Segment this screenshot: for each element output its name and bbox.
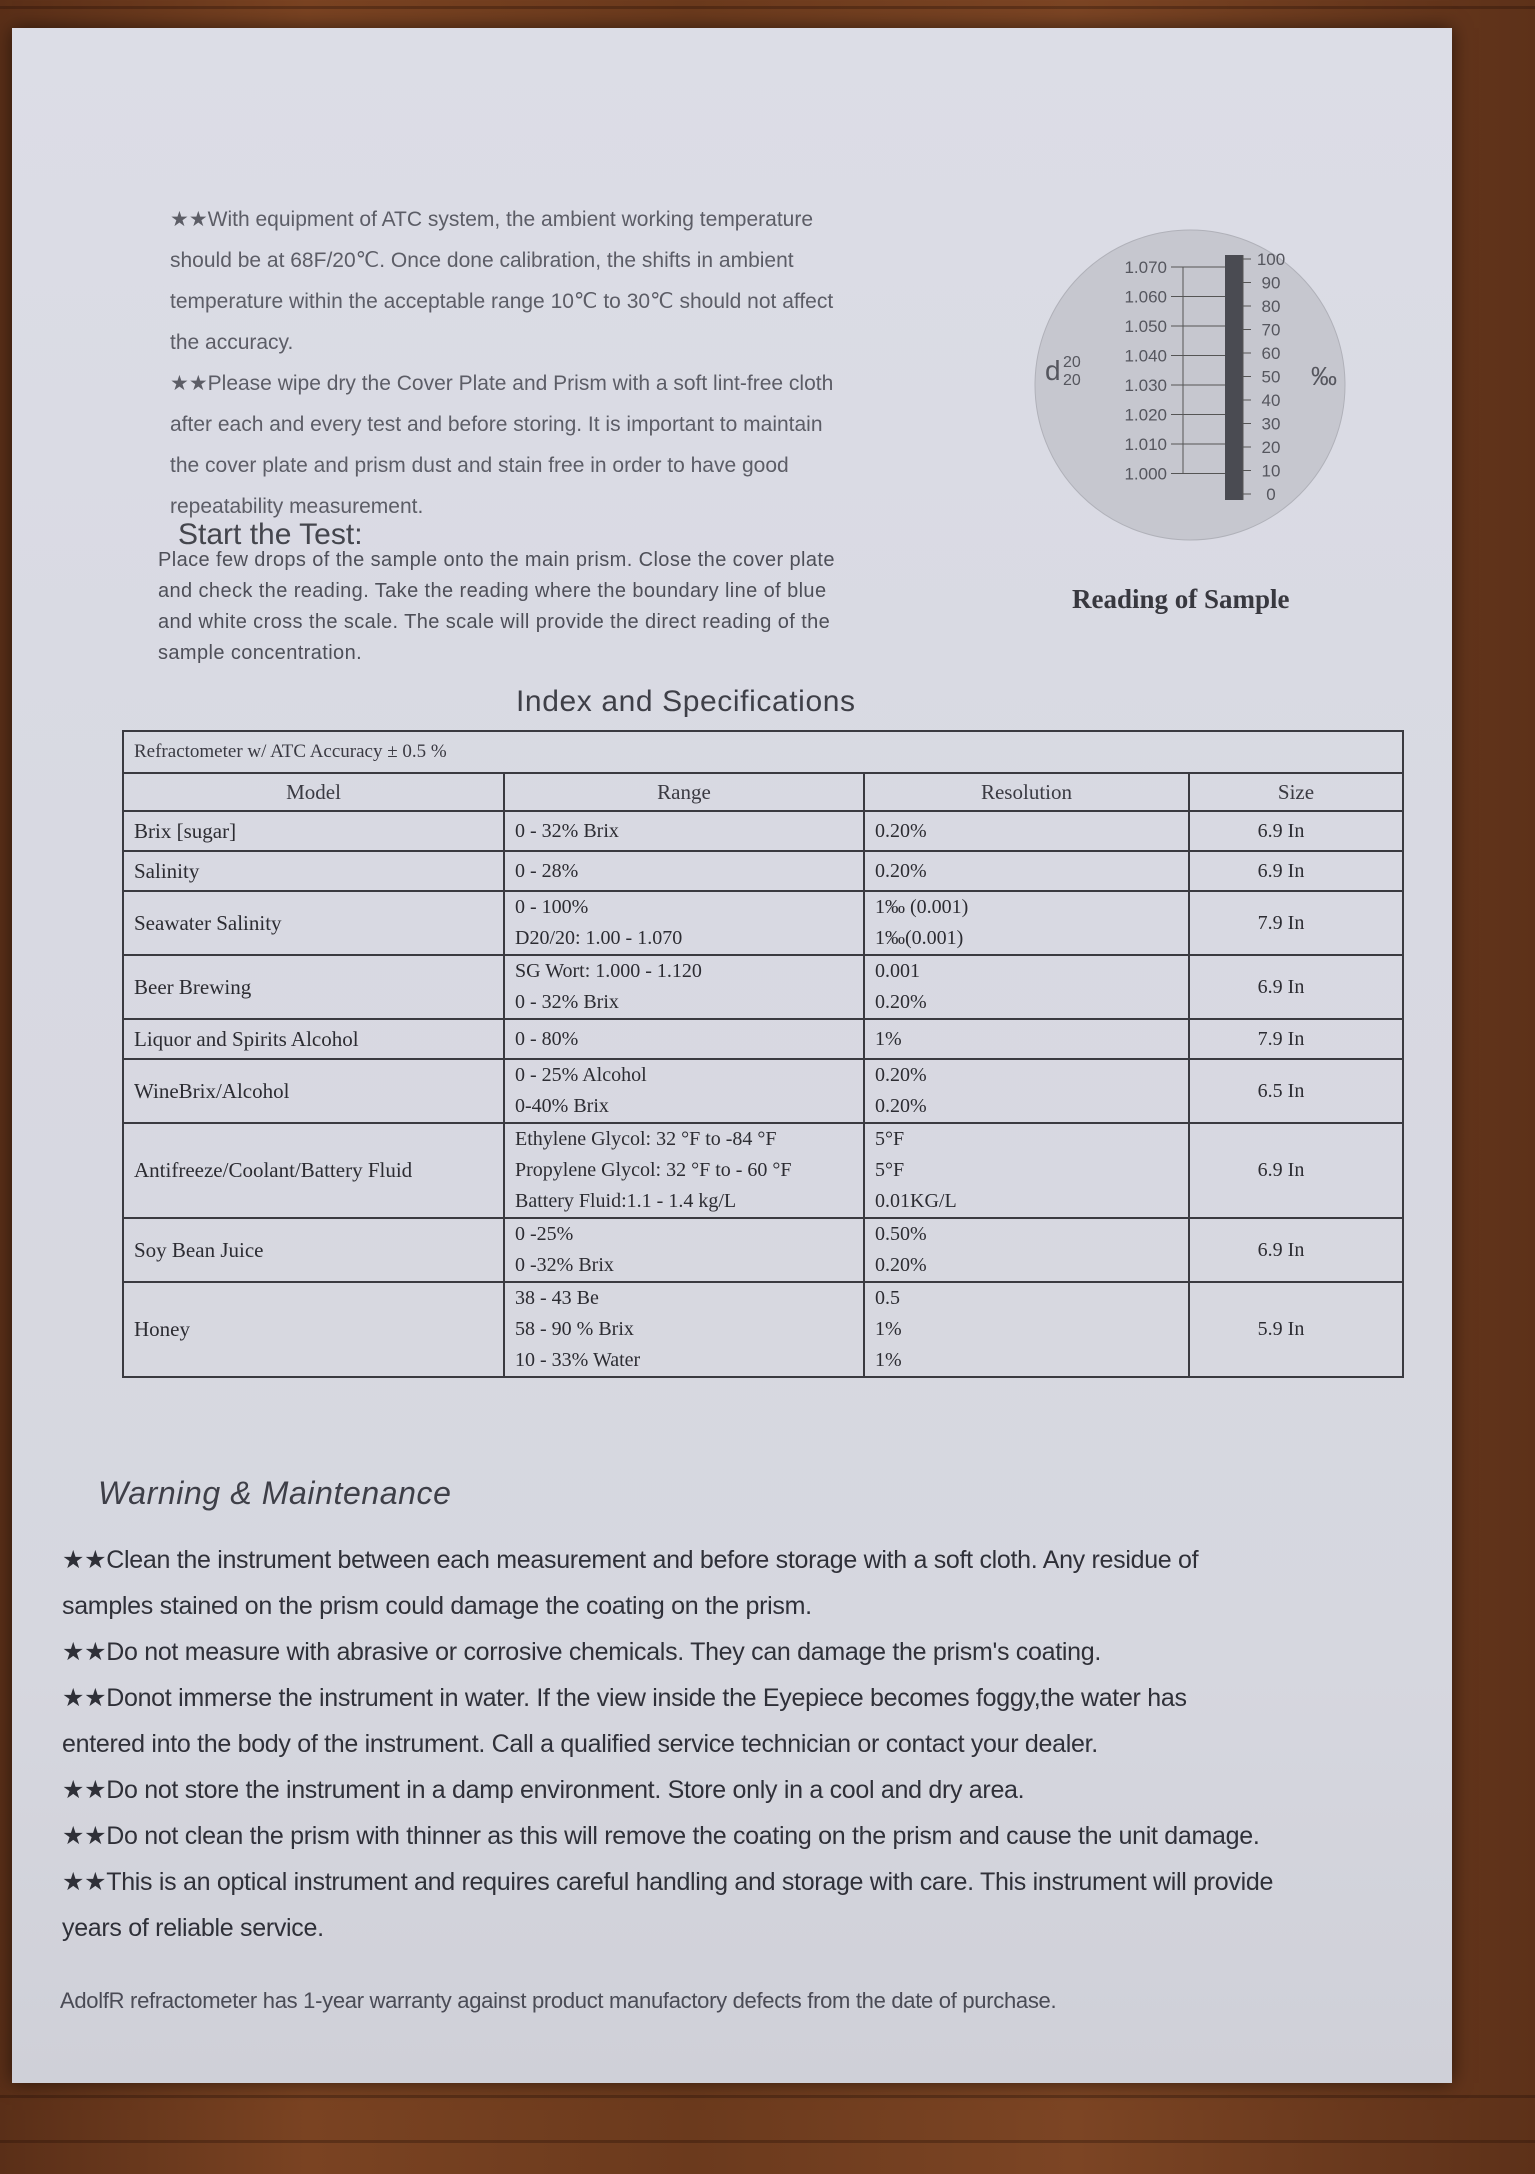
scale-label-left: 1.020 <box>1124 405 1167 425</box>
size-cell: 6.5 In <box>1189 1059 1403 1123</box>
range-value: 0 -32% Brix <box>515 1254 614 1276</box>
scale-label-right: 80 <box>1261 297 1281 316</box>
warning-line: ★★Do not clean the prism with thinner as this will remove the coating on the prism and cause the unit damage. <box>62 1822 1260 1850</box>
permille-unit: ‰ <box>1311 361 1337 391</box>
resolution-value: 1% <box>875 1318 902 1340</box>
size-cell: 6.9 In <box>1189 851 1403 891</box>
range-cell <box>504 1059 864 1123</box>
range-cell <box>504 851 864 891</box>
spec-caption: Refractometer w/ ATC Accuracy ± 0.5 % <box>123 731 1403 773</box>
resolution-value: 0.20% <box>875 1064 927 1086</box>
spec-row <box>123 811 1403 851</box>
scale-label-left: 1.040 <box>1124 346 1167 366</box>
intro-line: the accuracy. <box>170 331 294 354</box>
start-test-heading: Start the Test: <box>178 518 363 551</box>
start-test-body <box>158 545 1028 669</box>
spec-header-row <box>123 773 1403 811</box>
model-cell: Brix [sugar] <box>123 811 504 851</box>
resolution-value: 0.5 <box>875 1287 900 1309</box>
scale-label-right: 40 <box>1261 391 1281 410</box>
intro-line: should be at 68F/20℃. Once done calibration, the shifts in ambient <box>170 249 794 272</box>
scale-label-left: 1.060 <box>1124 287 1167 307</box>
col-header-model: Model <box>123 773 504 811</box>
range-cell <box>504 811 864 851</box>
scale-label-left: 1.010 <box>1124 435 1167 454</box>
resolution-value: 0.20% <box>875 1254 927 1276</box>
range-cell <box>504 955 864 1019</box>
size-cell: 6.9 In <box>1189 811 1403 851</box>
spec-table <box>122 730 1404 1378</box>
resolution-value: 0.50% <box>875 1223 927 1245</box>
resolution-cell <box>864 955 1189 1019</box>
warning-line: ★★Do not store the instrument in a damp environment. Store only in a cool and dry area. <box>62 1776 1025 1804</box>
start-line: and check the reading. Take the reading where the boundary line of blue <box>158 580 827 602</box>
reading-caption: Reading of Sample <box>1072 584 1290 614</box>
range-value: 0 -25% <box>515 1223 574 1245</box>
intro-line: after each and every test and before storing. It is important to maintain <box>170 413 823 436</box>
intro-line: temperature within the acceptable range 10℃ to 30℃ should not affect <box>170 290 834 313</box>
range-value: SG Wort: 1.000 - 1.120 <box>515 960 702 982</box>
size-cell: 6.9 In <box>1189 1218 1403 1282</box>
scale-label-left: 1.070 <box>1124 258 1167 277</box>
range-value: 0 - 28% <box>515 859 579 882</box>
resolution-value: 0.01KG/L <box>875 1190 957 1212</box>
col-header-resolution: Resolution <box>864 773 1189 811</box>
col-header-range: Range <box>504 773 864 811</box>
size-cell: 7.9 In <box>1189 891 1403 955</box>
resolution-cell <box>864 1019 1189 1059</box>
intro-line: ★★Please wipe dry the Cover Plate and Prism with a soft lint-free cloth <box>170 372 834 395</box>
reading-scale <box>1025 225 1355 545</box>
scale-label-left: 1.000 <box>1124 464 1167 484</box>
start-line: Place few drops of the sample onto the main prism. Close the cover plate <box>158 549 835 571</box>
spec-row <box>123 1019 1403 1059</box>
scale-label-right: 0 <box>1266 485 1276 504</box>
resolution-cell <box>864 1059 1189 1123</box>
intro-line: the cover plate and prism dust and stain free in order to have good <box>170 454 789 477</box>
range-cell <box>504 891 864 955</box>
scale-bar <box>1225 255 1243 500</box>
model-cell: Beer Brewing <box>123 955 504 1019</box>
range-value: Battery Fluid:1.1 - 1.4 kg/L <box>515 1190 737 1212</box>
range-cell <box>504 1123 864 1218</box>
size-cell: 5.9 In <box>1189 1282 1403 1377</box>
spec-caption-row <box>123 731 1403 773</box>
range-cell <box>504 1218 864 1282</box>
resolution-cell <box>864 1123 1189 1218</box>
model-cell: Salinity <box>123 851 504 891</box>
range-value: Propylene Glycol: 32 °F to - 60 °F <box>515 1159 792 1181</box>
resolution-cell <box>864 891 1189 955</box>
model-cell: Soy Bean Juice <box>123 1218 504 1282</box>
range-cell <box>504 1019 864 1059</box>
spec-row <box>123 1123 1403 1218</box>
range-cell <box>504 1282 864 1377</box>
spec-row <box>123 1282 1403 1377</box>
density-sub: 20 <box>1063 372 1081 389</box>
spec-row <box>123 1218 1403 1282</box>
range-value: 0 - 32% Brix <box>515 991 619 1013</box>
warning-heading: Warning & Maintenance <box>98 1475 452 1511</box>
density-symbol: d <box>1045 355 1061 386</box>
range-value: Ethylene Glycol: 32 °F to -84 °F <box>515 1128 777 1150</box>
model-cell: WineBrix/Alcohol <box>123 1059 504 1123</box>
resolution-value: 0.20% <box>875 991 927 1013</box>
scale-label-right: 30 <box>1261 414 1281 434</box>
scale-label-right: 90 <box>1261 273 1281 293</box>
start-line: and white cross the scale. The scale will provide the direct reading of the <box>158 611 831 633</box>
spec-row <box>123 1059 1403 1123</box>
resolution-value: 0.20% <box>875 859 927 882</box>
size-cell: 6.9 In <box>1189 1123 1403 1218</box>
warning-line: entered into the body of the instrument. Call a qualified service technician or contact your dealer. <box>62 1730 1098 1758</box>
col-header-size: Size <box>1189 773 1403 811</box>
scale-diagram <box>1025 225 1355 545</box>
resolution-value: 1‰(0.001) <box>875 927 964 949</box>
model-cell: Liquor and Spirits Alcohol <box>123 1019 504 1059</box>
range-value: D20/20: 1.00 - 1.070 <box>515 927 683 949</box>
warning-line: ★★Clean the instrument between each measurement and before storage with a soft cloth. Any residue of <box>62 1546 1199 1574</box>
range-value: 10 - 33% Water <box>515 1349 641 1371</box>
warning-text <box>62 1537 1502 1951</box>
resolution-value: 5°F <box>875 1128 905 1150</box>
warranty-note: AdolfR refractometer has 1-year warranty against product manufactory defects from the date of purchase. <box>60 1988 1057 2013</box>
range-value: 0-40% Brix <box>515 1095 609 1117</box>
resolution-value: 1‰ (0.001) <box>875 896 969 918</box>
start-line: sample concentration. <box>158 642 363 664</box>
resolution-cell <box>864 1282 1189 1377</box>
resolution-cell <box>864 851 1189 891</box>
intro-line: ★★With equipment of ATC system, the ambient working temperature <box>170 208 814 231</box>
scale-label-right: 70 <box>1261 320 1281 340</box>
range-value: 0 - 25% Alcohol <box>515 1064 647 1086</box>
spec-row <box>123 955 1403 1019</box>
resolution-cell <box>864 1218 1189 1282</box>
warning-line: ★★This is an optical instrument and requires careful handling and storage with care. This instrument will provide <box>62 1868 1274 1896</box>
size-cell: 6.9 In <box>1189 955 1403 1019</box>
range-value: 0 - 80% <box>515 1027 579 1050</box>
model-cell: Seawater Salinity <box>123 891 504 955</box>
range-value: 0 - 32% Brix <box>515 819 619 842</box>
range-value: 0 - 100% <box>515 896 589 918</box>
resolution-value: 5°F <box>875 1159 905 1181</box>
resolution-value: 0.001 <box>875 960 920 982</box>
resolution-value: 1% <box>875 1027 902 1050</box>
scale-label-left: 1.050 <box>1124 317 1167 336</box>
resolution-value: 0.20% <box>875 1095 927 1117</box>
index-heading: Index and Specifications <box>516 685 856 718</box>
resolution-value: 0.20% <box>875 819 927 842</box>
size-cell: 7.9 In <box>1189 1019 1403 1059</box>
spec-row <box>123 891 1403 955</box>
model-cell: Antifreeze/Coolant/Battery Fluid <box>123 1123 504 1218</box>
range-value: 38 - 43 Be <box>515 1287 599 1309</box>
warning-line: ★★Do not measure with abrasive or corrosive chemicals. They can damage the prism's coating. <box>62 1638 1101 1666</box>
range-value: 58 - 90 % Brix <box>515 1318 634 1340</box>
warning-line: years of reliable service. <box>62 1914 324 1942</box>
scale-label-right: 10 <box>1261 461 1281 481</box>
scale-label-right: 50 <box>1261 367 1281 387</box>
resolution-cell <box>864 811 1189 851</box>
warning-line: samples stained on the prism could damage the coating on the prism. <box>62 1592 812 1620</box>
resolution-value: 1% <box>875 1349 902 1371</box>
density-sup: 20 <box>1063 354 1081 371</box>
intro-text <box>170 200 1030 528</box>
scale-label-right: 60 <box>1261 344 1281 363</box>
model-cell: Honey <box>123 1282 504 1377</box>
scale-label-left: 1.030 <box>1124 376 1167 395</box>
scale-label-right: 20 <box>1261 438 1281 457</box>
scale-label-right: 100 <box>1256 250 1286 269</box>
spec-row <box>123 851 1403 891</box>
warning-line: ★★Donot immerse the instrument in water. If the view inside the Eyepiece becomes foggy,the water has <box>62 1684 1187 1712</box>
intro-line: repeatability measurement. <box>170 495 424 518</box>
